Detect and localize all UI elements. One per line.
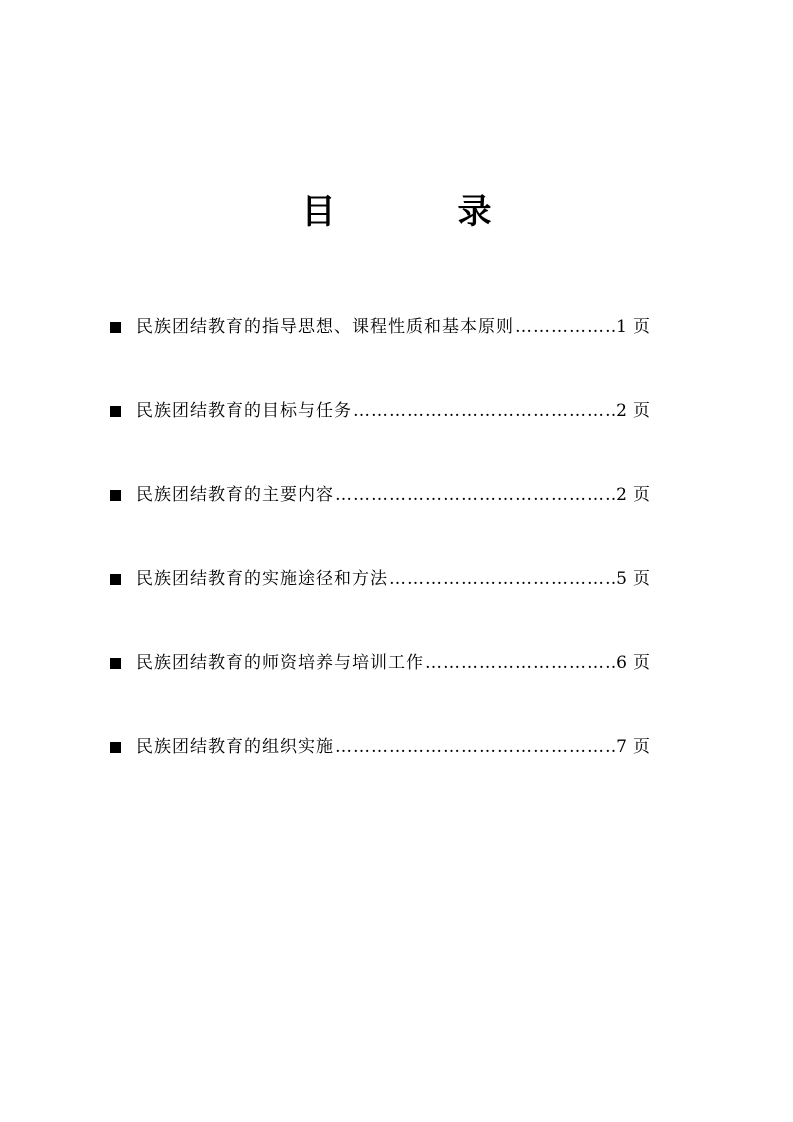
square-bullet-icon	[110, 490, 121, 501]
dot-leader	[389, 564, 615, 594]
dot-leader	[425, 648, 615, 678]
toc-entry-page-number: 7	[616, 737, 627, 757]
toc-entry-page-number: 6	[616, 653, 627, 673]
toc-entry-page-suffix: 页	[633, 317, 650, 337]
dot-leader	[335, 480, 615, 510]
toc-entry-page-number: 5	[616, 569, 627, 589]
toc-entry-title: 民族团结教育的组织实施	[136, 737, 334, 757]
toc-entry[interactable]	[110, 648, 650, 732]
toc-entry-page-suffix: 页	[633, 653, 650, 673]
toc-entry[interactable]	[110, 312, 650, 396]
square-bullet-icon	[110, 658, 121, 669]
toc-entry-page-suffix: 页	[633, 401, 650, 421]
square-bullet-icon	[110, 574, 121, 585]
toc-entry-page-suffix: 页	[633, 737, 650, 757]
toc-entry-title: 民族团结教育的指导思想、课程性质和基本原则	[136, 317, 514, 337]
dot-leader	[335, 732, 615, 762]
toc-entry[interactable]	[110, 396, 650, 480]
square-bullet-icon	[110, 742, 121, 753]
toc-entry-title: 民族团结教育的主要内容	[136, 485, 334, 505]
toc-entry[interactable]	[110, 480, 650, 564]
toc-entry-title: 民族团结教育的师资培养与培训工作	[136, 653, 424, 673]
toc-entry-page-suffix: 页	[633, 485, 650, 505]
toc-entry[interactable]	[110, 732, 650, 816]
toc-entry[interactable]	[110, 564, 650, 648]
square-bullet-icon	[110, 406, 121, 417]
toc-entry-page-number: 1	[616, 317, 627, 337]
page-title: 目 录	[301, 192, 536, 232]
square-bullet-icon	[110, 322, 121, 333]
toc-entry-title: 民族团结教育的目标与任务	[136, 401, 352, 421]
toc-entry-page-suffix: 页	[633, 569, 650, 589]
dot-leader	[353, 396, 615, 426]
toc-entry-page-number: 2	[616, 485, 627, 505]
toc-entry-title: 民族团结教育的实施途径和方法	[136, 569, 388, 589]
table-of-contents	[110, 312, 650, 816]
toc-entry-page-number: 2	[616, 401, 627, 421]
dot-leader	[515, 312, 615, 342]
